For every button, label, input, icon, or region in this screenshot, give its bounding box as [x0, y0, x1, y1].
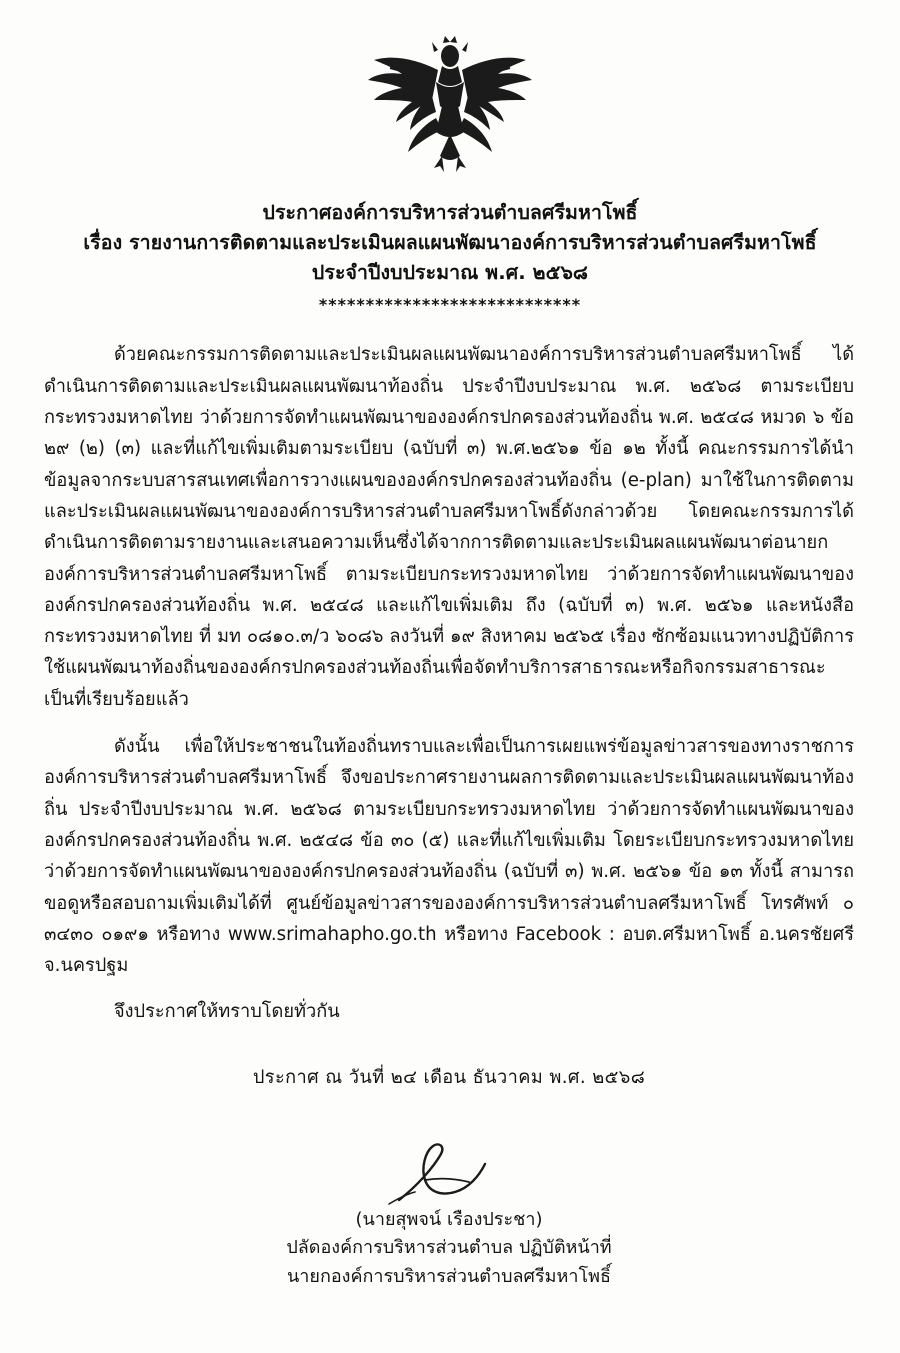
signer-position-line-1: ปลัดองค์การบริหารส่วนตำบล ปฏิบัติหน้าที่: [286, 1237, 612, 1259]
garuda-emblem: [350, 34, 550, 184]
handwritten-signature-icon: [329, 1138, 569, 1214]
signer-position-line-2: นายกองค์การบริหารส่วนตำบลศรีมหาโพธิ์: [286, 1266, 611, 1288]
paragraph-1: ด้วยคณะกรรมการติดตามและประเมินผลแผนพัฒนาองค์การบริหารส่วนตำบลศรีมหาโพธิ์ ได้ดำเนินการติดตามและประเมินผลแผนพัฒนาท้องถิ่น ประจำปีงบประมาณ พ.ศ. ๒๕๖๘ ตามระเบียบกระทรวงมหาดไทย ว่าด้วยการจัดทำแผนพัฒนาขององค์กรปกครองส่วนท้องถิ่น พ.ศ. ๒๕๔๘ หมวด ๖ ข้อ ๒๙ (๒) (๓) และที่แก้ไขเพิ่มเติมตามระเบียบ (ฉบับที่ ๓) พ.ศ.๒๕๖๑ ข้อ ๑๒ ทั้งนี้ คณะกรรมการได้นำข้อมูลจากระบบสารสนเทศเพื่อการวางแผนขององค์กรปกครองส่วนท้องถิ่น (e-plan) มาใช้ในการติดตามและประเมินผลแผนพัฒนาขององค์การบริหารส่วนตำบลศรีมหาโพธิ์ดังกล่าวด้วย โดยคณะกรรมการได้ดำเนินการติดตามรายงานและเสนอความเห็นซึ่งได้จากการติดตามและประเมินผลแผนพัฒนาต่อนายกองค์การบริหารส่วนตำบลศรีมหาโพธิ์ ตามระเบียบกระทรวงมหาดไทย ว่าด้วยการจัดทำแผนพัฒนาขององค์กรปกครองส่วนท้องถิ่น พ.ศ. ๒๕๔๘ และแก้ไขเพิ่มเติม ถึง (ฉบับที่ ๓) พ.ศ. ๒๕๖๑ และหนังสือกระทรวงมหาดไทย ที่ มท ๐๘๑๐.๓/ว ๖๐๘๖ ลงวันที่ ๑๙ สิงหาคม ๒๕๖๕ เรื่อง ซักซ้อมแนวทางปฏิบัติการใช้แผนพัฒนาท้องถิ่นขององค์กรปกครองส่วนท้องถิ่นเพื่อจัดทำบริการสาธารณะหรือกิจกรรมสาธารณะ เป็นที่เรียบร้อยแล้ว: [44, 344, 854, 710]
paragraph-2: ดังนั้น เพื่อให้ประชาชนในท้องถิ่นทราบและเพื่อเป็นการเผยแพร่ข้อมูลข่าวสารของทางราชการ องค์การบริหารส่วนตำบลศรีมหาโพธิ์ จึงขอประกาศรายงานผลการติดตามและประเมินผลแผนพัฒนาท้องถิ่น ประจำปีงบประมาณ พ.ศ. ๒๕๖๘ ตามระเบียบกระทรวงมหาดไทย ว่าด้วยการจัดทำแผนพัฒนาขององค์กรปกครองส่วนท้องถิ่น พ.ศ. ๒๕๔๘ ข้อ ๓๐ (๕) และที่แก้ไขเพิ่มเติม โดยระเบียบกระทรวงมหาดไทย ว่าด้วยการจัดทำแผนพัฒนาขององค์กรปกครองส่วนท้องถิ่น (ฉบับที่ ๓) พ.ศ. ๒๕๖๑ ข้อ ๑๓ ทั้งนี้ สามารถขอดูหรือสอบถามเพิ่มเติมได้ที่ ศูนย์ข้อมูลข่าวสารขององค์การบริหารส่วนตำบลศรีมหาโพธิ์ โทรศัพท์ ๐ ๓๔๓๐ ๐๑๙๑ หรือทาง www.srimahapho.go.th หรือทาง Facebook : อบต.ศรีมหาโพธิ์ อ.นครชัยศรี จ.นครปฐม: [44, 736, 854, 977]
heading-divider-stars: ****************************: [318, 294, 582, 314]
emblem-container: [0, 0, 900, 184]
announcement-date: ประกาศ ณ วันที่ ๒๔ เดือน ธันวาคม พ.ศ. ๒๕๖๘: [252, 1067, 646, 1089]
document-body: [44, 339, 854, 1292]
heading-line-3: ประจำปีงบประมาณ พ.ศ. ๒๕๖๘: [311, 261, 589, 285]
signer-name: (นายสุพจน์ เรืองประชา): [355, 1208, 543, 1230]
signature-block: [44, 1138, 854, 1292]
heading-line-2: เรื่อง รายงานการติดตามและประเมินผลแผนพัฒนาองค์การบริหารส่วนตำบลศรีมหาโพธิ์: [83, 231, 817, 255]
heading-line-1: ประกาศองค์การบริหารส่วนตำบลศรีมหาโพธิ์: [262, 201, 638, 224]
closing-statement: จึงประกาศให้ทราบโดยทั่วกัน: [114, 1001, 340, 1023]
document-heading: [0, 198, 900, 317]
